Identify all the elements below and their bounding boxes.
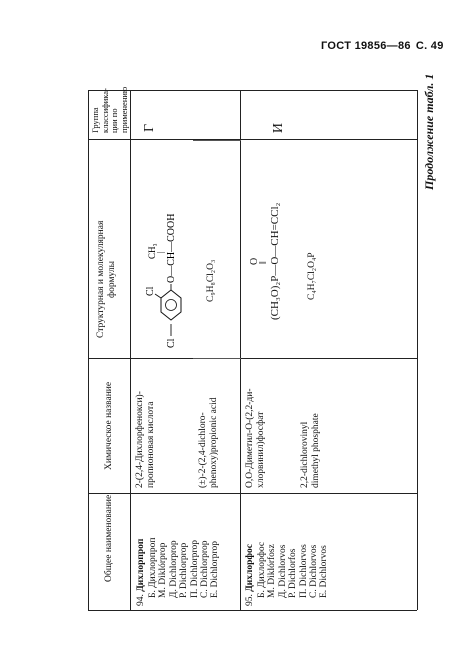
benzene-ring-circle (166, 300, 177, 311)
formula-cl-atom: Cl (145, 286, 156, 296)
row-95-synonym: М. Diklórfosz (267, 544, 278, 598)
row-94-chem-ru-line1: 2-(2,4-Дихлорфенокси)- (135, 391, 145, 488)
row-95-title: Дихлорфос (245, 544, 255, 592)
header-group-line2: классифика- (99, 88, 110, 133)
formula-sub-separator (193, 140, 241, 141)
table-top-border (88, 90, 417, 91)
row-95-molecular-formula: C₄H₇Cl₂O₄P (307, 252, 317, 300)
header-group-line3: ции по (109, 108, 119, 133)
row-94-chemical-name-en (198, 398, 220, 489)
row-95-chemical-name-ru (245, 389, 267, 489)
row-95-chem-en-line2: dimethyl phosphate (311, 413, 321, 488)
row-95-structural-formula (250, 203, 282, 320)
table-left-border (88, 90, 89, 610)
table-bottom-border (88, 610, 417, 611)
formula-double-bond: ‖ (258, 261, 269, 264)
header-row-separator (130, 90, 131, 610)
header-common-name: Общее наименование (104, 494, 114, 582)
header-group-line1: Группа (90, 107, 100, 133)
formula-cl-atom: Cl (166, 338, 177, 348)
row-95-chem-ru-line1: O,O-Диметил-O-(2,2-ди- (245, 388, 255, 488)
row-94-synonym: П. Dichlorprop (189, 539, 200, 598)
row-95-group-letter: И (271, 122, 287, 134)
row-95-chem-ru-line2: хлорвинил)фосфат (256, 411, 266, 488)
row-94-number: 94. (136, 594, 146, 606)
row-94-title: Дихлорпроп (136, 538, 146, 592)
row-94-common-name (136, 539, 147, 606)
header-formula (96, 221, 118, 338)
row-94-synonym: Е. Dichlorprop (210, 541, 221, 598)
row-94-synonym: С. Dichlorprop (200, 540, 211, 598)
page-header (321, 40, 444, 52)
formula-main: (CH₃O)₂P—O—CH=CCl₂ (269, 202, 281, 320)
row-94-synonyms (148, 538, 221, 598)
row-94-structural-formula (143, 170, 193, 350)
row-94-synonym: Б. Дихлорпроп (148, 537, 158, 598)
row-94-group (142, 120, 158, 136)
row-separator-94-95 (240, 90, 241, 610)
table-right-border (417, 90, 418, 610)
row-95-group (271, 120, 287, 136)
row-95-chemical-name-en (300, 413, 322, 488)
row-94-chem-en-line2: phenoxy)propionic acid (209, 397, 219, 488)
column-separator-2-1 (88, 493, 417, 494)
row-95-common-name (245, 544, 256, 606)
header-group (91, 87, 129, 133)
row-94-chemical-name-ru (135, 391, 157, 488)
row-94-group-letter: Г (142, 123, 158, 133)
row-94-chem-en-line1: (±)-2-(2,4-dichloro- (198, 412, 208, 488)
formula-pipe: | (156, 251, 165, 253)
row-95-chem-en-line1: 2,2-dichlorovinyl (300, 421, 310, 488)
continuation-note: Продолжение табл. 1 (422, 73, 436, 190)
row-94-synonym: Р. Dichlorprop (179, 542, 190, 598)
header-chemical-name: Химическое название (104, 381, 114, 470)
benzene-ring (161, 290, 181, 320)
row-95-synonym: С. Dichlorvos (309, 544, 320, 598)
row-94-synonym: Д. Dichlorprop (168, 540, 179, 598)
formula-ch3: CH₃ (147, 243, 157, 259)
formula-oxygen: O (249, 257, 260, 265)
standard-number: ГОСТ 19856—86 (321, 40, 411, 52)
formula-chain: O—CH—COOH (166, 213, 177, 283)
row-95-synonym: Е. Dichlorvos (319, 545, 330, 598)
row-94-molecular-formula: C₉H₈Cl₂O₃ (206, 259, 216, 302)
row-95-number: 95. (245, 594, 255, 606)
row-95-synonyms (257, 542, 330, 598)
row-95-synonym: Д. Dichlorvos (277, 544, 288, 598)
column-separator-3-2 (88, 358, 417, 359)
row-95-synonym: Р. Dichlorfos (288, 548, 299, 598)
row-94-synonym: М. Diklórprop (158, 542, 169, 598)
row-94-chem-ru-line2: пропионовая кислота (146, 401, 156, 488)
column-separator-4-3 (88, 139, 417, 140)
header-group-line4: применению (118, 86, 129, 133)
chem-name-sub-separator (193, 358, 241, 359)
header-formula-line2: формулы (107, 261, 117, 298)
row-95-synonym: П. Dichlorvos (298, 544, 309, 598)
page-number: С. 49 (415, 40, 444, 52)
header-formula-line1: Структурная и молекулярная (96, 220, 106, 338)
row-95-synonym: Б. Дихлорфос (257, 541, 267, 598)
